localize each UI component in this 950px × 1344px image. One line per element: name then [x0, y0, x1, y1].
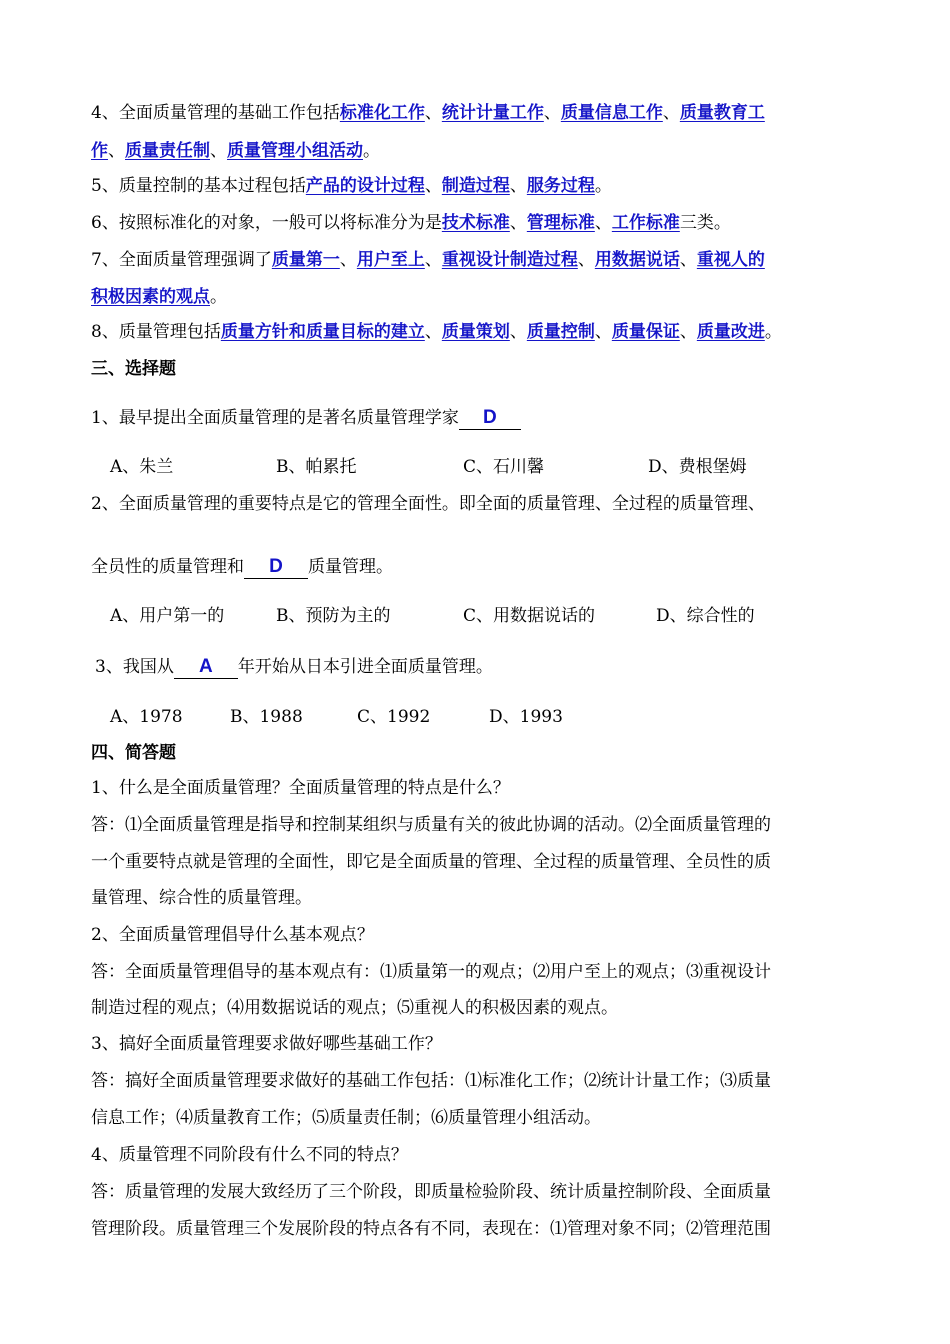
- separator: 、: [594, 213, 612, 233]
- separator: 、: [424, 176, 442, 196]
- punctuation: 。: [594, 176, 612, 196]
- fill-q5-line: [91, 174, 871, 198]
- answer-blank: [459, 407, 521, 430]
- answer-text: 质量保证: [611, 322, 680, 342]
- answer-text: 质量责任制: [125, 141, 210, 161]
- answer-text: 制造过程: [441, 176, 510, 196]
- separator: 、: [339, 250, 357, 270]
- fill-q4-line1: [91, 101, 871, 125]
- answer-text: 质量方针和质量目标的建立: [220, 322, 425, 342]
- separator: 、: [108, 141, 125, 161]
- short-q1-question: 1、什么是全面质量管理？全面质量管理的特点是什么？: [91, 778, 510, 798]
- punctuation: 。: [210, 287, 227, 307]
- short-q4-answer-line1: 答：质量管理的发展大致经历了三个阶段，即质量检验阶段、统计质量控制阶段、全面质量: [91, 1182, 771, 1202]
- fill-q7-line2: [91, 285, 871, 309]
- short-q1-answer-line2: 一个重要特点就是管理的全面性，即它是全面质量的管理、全过程的质量管理、全员性的质: [91, 852, 771, 872]
- fill-q6-lead: 6、按照标准化的对象，一般可以将标准分为是: [91, 213, 442, 233]
- choice-q3-text-b: 年开始从日本引进全面质量管理。: [237, 657, 493, 677]
- answer-letter: D: [269, 556, 283, 577]
- choice-q3-option-a: A、1978: [110, 707, 183, 727]
- fill-q7-lead: 7、全面质量管理强调了: [91, 250, 272, 270]
- answer-text: 工作标准: [611, 213, 680, 233]
- separator: 、: [424, 250, 442, 270]
- choice-q2-option-c: C、用数据说话的: [463, 606, 596, 626]
- answer-text: 重视设计制造过程: [441, 250, 578, 270]
- choice-q1-option-a: A、朱兰: [110, 457, 174, 477]
- short-q1-answer-line3: 量管理、综合性的质量管理。: [91, 888, 312, 908]
- answer-text: 作: [91, 141, 108, 161]
- section-heading-short-answer: 四、简答题: [91, 743, 176, 763]
- fill-q8-line: [91, 320, 871, 344]
- answer-text: 质量管理小组活动: [227, 141, 363, 161]
- answer-text: 产品的设计过程: [305, 176, 425, 196]
- answer-text: 服务过程: [526, 176, 595, 196]
- choice-q1-text: 1、最早提出全面质量管理的是著名质量管理学家: [91, 408, 459, 428]
- separator: 、: [679, 322, 697, 342]
- separator: 、: [594, 322, 612, 342]
- answer-letter: A: [198, 656, 213, 677]
- short-q2-answer-line1: 答：全面质量管理倡导的基本观点有：⑴质量第一的观点；⑵用户至上的观点；⑶重视设计: [91, 962, 771, 982]
- short-q4-question: 4、质量管理不同阶段有什么不同的特点？: [91, 1145, 408, 1165]
- answer-text: 质量改进: [696, 322, 765, 342]
- separator: 、: [679, 250, 697, 270]
- short-q2-question: 2、全面质量管理倡导什么基本观点？: [91, 925, 374, 945]
- separator: 、: [662, 103, 680, 123]
- short-q1-answer-line1: 答：⑴全面质量管理是指导和控制某组织与质量有关的彼此协调的活动。⑵全面质量管理的: [91, 815, 771, 835]
- choice-q2-option-d: D、综合性的: [656, 606, 755, 626]
- fill-q5-lead: 5、质量控制的基本过程包括: [91, 176, 306, 196]
- fill-q4-lead: 4、全面质量管理的基础工作包括: [91, 103, 340, 123]
- fill-q6-line: [91, 211, 871, 235]
- answer-text: 技术标准: [441, 213, 510, 233]
- separator: 、: [424, 103, 442, 123]
- short-q4-answer-line2: 管理阶段。质量管理三个发展阶段的特点各有不同，表现在：⑴管理对象不同；⑵管理范围: [91, 1219, 771, 1239]
- choice-q3-option-d: D、1993: [489, 707, 563, 727]
- answer-text: 管理标准: [526, 213, 595, 233]
- choice-q2-text-b: 质量管理。: [308, 557, 393, 577]
- answer-text: 积极因素的观点: [91, 287, 210, 307]
- punctuation: 三类。: [679, 213, 731, 233]
- answer-blank: [244, 556, 308, 579]
- punctuation: 。: [764, 322, 782, 342]
- choice-q1-option-c: C、石川馨: [463, 457, 545, 477]
- answer-text: 质量策划: [441, 322, 510, 342]
- fill-q4-line2: [91, 139, 871, 163]
- choice-q2-stem-line1: 2、全面质量管理的重要特点是它的管理全面性。即全面的质量管理、全过程的质量管理、: [91, 494, 765, 514]
- answer-text: 质量信息工作: [560, 103, 663, 123]
- choice-q2-text-a: 全员性的质量管理和: [91, 557, 244, 577]
- separator: 、: [509, 176, 527, 196]
- separator: 、: [509, 322, 527, 342]
- short-q3-answer-line1: 答：搞好全面质量管理要求做好的基础工作包括：⑴标准化工作；⑵统计计量工作；⑶质量: [91, 1071, 771, 1091]
- choice-q3-option-c: C、1992: [357, 707, 431, 727]
- separator: 、: [543, 103, 561, 123]
- answer-text: 用数据说话: [594, 250, 680, 270]
- short-q2-answer-line2: 制造过程的观点；⑷用数据说话的观点；⑸重视人的积极因素的观点。: [91, 998, 618, 1018]
- choice-q2-option-b: B、预防为主的: [276, 606, 391, 626]
- choice-q2-option-a: A、用户第一的: [110, 606, 225, 626]
- separator: 、: [577, 250, 595, 270]
- choice-q3-stem: [95, 655, 875, 679]
- short-q3-question: 3、搞好全面质量管理要求做好哪些基础工作？: [91, 1034, 442, 1054]
- separator: 、: [210, 141, 227, 161]
- fill-q8-lead: 8、质量管理包括: [91, 322, 221, 342]
- answer-text: 质量教育工: [679, 103, 765, 123]
- fill-q7-line1: [91, 248, 871, 272]
- section-heading-choice: 三、选择题: [91, 359, 176, 379]
- choice-q1-stem: [91, 406, 871, 430]
- separator: 、: [424, 322, 442, 342]
- punctuation: 。: [363, 141, 380, 161]
- short-q3-answer-line2: 信息工作；⑷质量教育工作；⑸质量责任制；⑹质量管理小组活动。: [91, 1108, 601, 1128]
- choice-q3-option-b: B、1988: [230, 707, 303, 727]
- choice-q1-option-d: D、费根堡姆: [648, 457, 747, 477]
- choice-q2-stem-line2: [91, 555, 871, 579]
- answer-text: 质量控制: [526, 322, 595, 342]
- answer-text: 质量第一: [271, 250, 340, 270]
- answer-letter: D: [482, 407, 497, 428]
- answer-text: 统计计量工作: [441, 103, 544, 123]
- answer-text: 重视人的: [696, 250, 765, 270]
- answer-blank: [174, 656, 238, 679]
- separator: 、: [509, 213, 527, 233]
- answer-text: 标准化工作: [339, 103, 425, 123]
- choice-q3-text-a: 3、我国从: [95, 657, 174, 677]
- answer-text: 用户至上: [356, 250, 425, 270]
- choice-q1-option-b: B、帕累托: [276, 457, 357, 477]
